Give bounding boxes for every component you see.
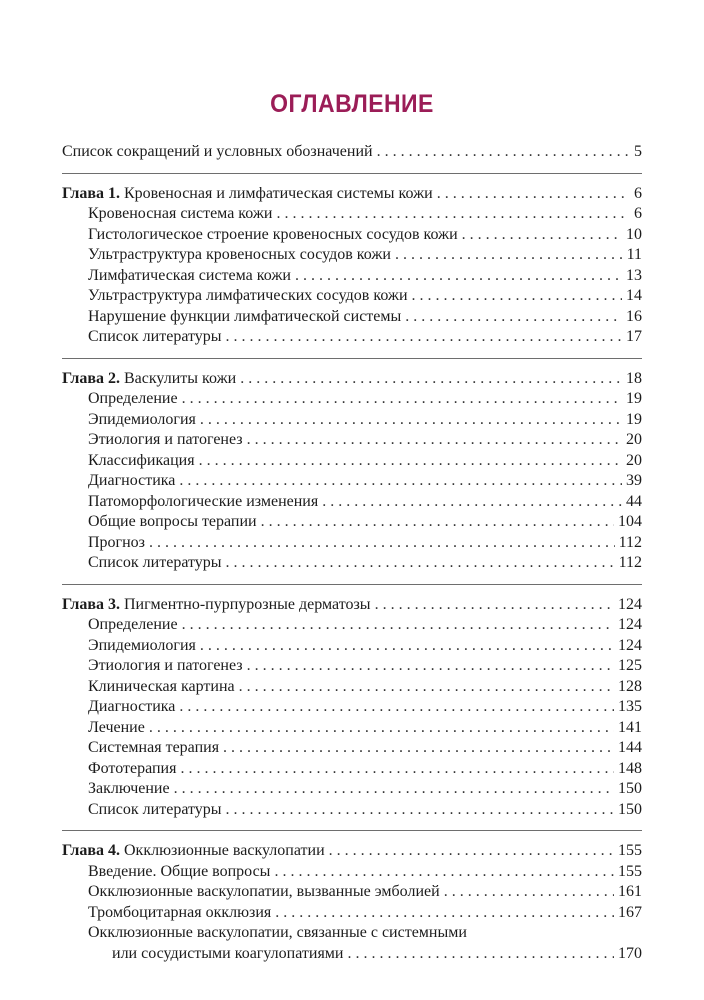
toc-entry[interactable] <box>62 327 642 348</box>
toc-entry-title: Общие вопросы терапии <box>88 513 257 530</box>
toc-entry-page: 19 <box>626 390 642 407</box>
toc-entry-title: Определение <box>88 616 178 633</box>
toc-entry[interactable] <box>62 903 642 924</box>
toc-entry-page: 20 <box>626 451 642 469</box>
toc-entry-page: 141 <box>618 718 642 736</box>
dot-leader <box>226 327 622 348</box>
toc-entry-title: Список сокращений и условных обозначений <box>62 143 373 160</box>
toc-entry-page: 167 <box>618 903 642 921</box>
toc-entry[interactable] <box>62 759 642 780</box>
toc-chapter-1 <box>62 184 642 359</box>
toc-entry[interactable] <box>62 677 642 698</box>
toc-entry[interactable] <box>62 307 642 328</box>
toc-chapter-title <box>62 369 236 390</box>
toc-entry-title: Кровеносная система кожи <box>88 205 273 222</box>
toc-entry-title: Ультраструктура кровеносных сосудов кожи <box>88 246 391 263</box>
toc-entry-page: 150 <box>618 780 642 797</box>
toc-entry-page: 125 <box>618 657 642 674</box>
toc-entry[interactable] <box>62 512 642 533</box>
toc-entry-page: 6 <box>634 205 642 222</box>
toc-entry-title: Этиология и патогенез <box>88 657 243 674</box>
toc-entry[interactable] <box>62 451 642 472</box>
dot-leader <box>444 882 614 903</box>
toc-chapter-title <box>62 841 325 862</box>
toc-entry-page: 155 <box>618 862 642 880</box>
toc-entry-title: Окклюзионные васкулопатии, вызванные эмболией <box>88 883 440 900</box>
toc-entry-title-line1: Окклюзионные васкулопатии, связанные с системными <box>88 924 467 941</box>
dot-leader <box>247 656 614 677</box>
toc-entry-title: Тромбоцитарная окклюзия <box>88 903 272 921</box>
toc-entry-page: 112 <box>618 554 642 571</box>
dot-leader <box>226 800 614 821</box>
dot-leader <box>405 307 622 328</box>
toc-entry[interactable] <box>62 389 642 410</box>
toc-entry[interactable] <box>62 718 642 739</box>
toc-entry[interactable] <box>62 697 642 718</box>
toc-entry-title: Ультраструктура лимфатических сосудов кожи <box>88 287 408 304</box>
toc-entry-title: Эпидемиология <box>88 410 196 428</box>
toc-entry[interactable] <box>62 430 642 451</box>
toc-entry[interactable] <box>62 266 642 287</box>
dot-leader <box>149 533 615 554</box>
toc-entry-title: Диагностика <box>88 472 176 489</box>
toc-chapter-4 <box>62 841 642 974</box>
toc-entry-page: 104 <box>618 513 642 530</box>
toc-entry-title: Список литературы <box>88 554 222 571</box>
dot-leader <box>226 553 615 574</box>
toc-chapter-2 <box>62 369 642 585</box>
chapter-label: Глава 2. <box>62 369 120 387</box>
dot-leader <box>174 779 614 800</box>
toc-entry-multiline-cont[interactable] <box>62 944 642 965</box>
toc-entry-title-line2: или сосудистыми коагулопатиями <box>112 944 344 962</box>
toc-entry-title: Клиническая картина <box>88 677 235 695</box>
toc-entry-title: Список литературы <box>88 800 222 818</box>
toc-entry-page: 11 <box>626 246 642 263</box>
dot-leader <box>322 492 622 513</box>
toc-entry-title: Прогноз <box>88 533 145 551</box>
toc-entry[interactable] <box>62 245 642 266</box>
toc-entry-page: 128 <box>618 677 642 695</box>
dot-leader <box>462 225 622 246</box>
dot-leader <box>239 677 614 698</box>
dot-leader <box>179 471 622 492</box>
toc-entry-page: 148 <box>618 759 642 777</box>
toc-entry-title: Диагностика <box>88 698 176 715</box>
toc-entry-page: 124 <box>618 636 642 654</box>
toc-entry[interactable] <box>62 862 642 883</box>
toc-entry-page: 170 <box>618 944 642 962</box>
page-title: ОГЛАВЛЕНИЕ <box>270 90 434 118</box>
table-of-contents <box>62 142 642 984</box>
dot-leader <box>437 184 628 205</box>
toc-entry[interactable] <box>62 492 642 513</box>
toc-chapter-heading[interactable] <box>62 369 642 390</box>
toc-entry[interactable] <box>62 471 642 492</box>
toc-entry-page: 161 <box>618 883 642 900</box>
toc-entry-multiline[interactable] <box>62 923 642 944</box>
dot-leader <box>223 738 614 759</box>
toc-entry[interactable] <box>62 779 642 800</box>
toc-entry-title: Фототерапия <box>88 759 177 777</box>
toc-entry-page: 150 <box>618 800 642 818</box>
toc-entry[interactable] <box>62 286 642 307</box>
dot-leader <box>182 389 622 410</box>
chapter-label: Глава 4. <box>62 842 120 859</box>
toc-entry-page: 144 <box>618 739 642 756</box>
toc-entry[interactable] <box>62 615 642 636</box>
toc-chapter-title <box>62 184 433 205</box>
toc-entry-page: 44 <box>626 492 642 510</box>
toc-chapter-heading[interactable] <box>62 841 642 862</box>
chapter-name: Кровеносная и лимфатическая системы кожи <box>124 184 433 202</box>
toc-entry-page: 16 <box>626 307 642 325</box>
toc-entry-page: 17 <box>626 328 642 345</box>
dot-leader <box>275 903 614 924</box>
dot-leader <box>329 841 614 862</box>
toc-entry-title: Определение <box>88 390 178 407</box>
toc-entry-page: 14 <box>626 287 642 304</box>
toc-entry-title: Гистологическое строение кровеносных сосудов кожи <box>88 225 458 243</box>
toc-entry[interactable] <box>62 636 642 657</box>
toc-entry-title: Нарушение функции лимфатической системы <box>88 307 402 325</box>
dot-leader <box>261 512 614 533</box>
dot-leader <box>247 430 622 451</box>
toc-entry-page: 124 <box>618 616 642 633</box>
chapter-label: Глава 1. <box>62 184 120 202</box>
toc-entry-page: 155 <box>618 842 642 859</box>
toc-entry-title: Введение. Общие вопросы <box>88 862 271 880</box>
toc-entry-title: Лимфатическая система кожи <box>88 266 291 284</box>
toc-entry-title: Патоморфологические изменения <box>88 492 319 510</box>
dot-leader <box>200 410 622 431</box>
toc-entry-title: Лечение <box>88 718 145 736</box>
toc-entry[interactable] <box>62 800 642 821</box>
toc-entry-page: 20 <box>626 431 642 448</box>
dot-leader <box>274 862 614 883</box>
toc-entry-page: 6 <box>634 184 642 202</box>
toc-entry-page: 18 <box>626 369 642 387</box>
toc-entry-page: 135 <box>618 698 642 715</box>
toc-entry-page: 13 <box>626 266 642 284</box>
dot-leader <box>377 142 628 163</box>
chapter-label: Глава 3. <box>62 595 120 613</box>
dot-leader <box>240 369 622 390</box>
toc-entry-title: Классификация <box>88 451 195 469</box>
chapter-name: Пигментно-пурпурозные дерматозы <box>124 595 371 613</box>
dot-leader <box>180 759 614 780</box>
toc-entry-title: Эпидемиология <box>88 636 196 654</box>
dot-leader <box>182 615 614 636</box>
toc-entry-page: 10 <box>626 225 642 243</box>
toc-entry-abbreviations[interactable] <box>62 142 642 163</box>
toc-entry-title: Системная терапия <box>88 739 220 756</box>
toc-entry-page: 39 <box>626 472 642 489</box>
toc-entry[interactable] <box>62 410 642 431</box>
dot-leader <box>200 636 614 657</box>
toc-entry-title: Список литературы <box>88 328 222 345</box>
toc-entry-title: Этиология и патогенез <box>88 431 243 448</box>
chapter-name: Васкулиты кожи <box>124 369 237 387</box>
dot-leader <box>179 697 614 718</box>
toc-chapter-3 <box>62 595 642 832</box>
toc-chapter-heading[interactable] <box>62 595 642 616</box>
toc-entry[interactable] <box>62 533 642 554</box>
chapter-name: Окклюзионные васкулопатии <box>124 842 325 859</box>
dot-leader <box>375 595 614 616</box>
dot-leader <box>199 451 622 472</box>
toc-entry[interactable] <box>62 225 642 246</box>
dot-leader <box>149 718 614 739</box>
toc-abbreviations-block <box>62 142 642 174</box>
toc-entry[interactable] <box>62 553 642 574</box>
toc-entry-page: 112 <box>618 533 642 551</box>
dot-leader <box>276 204 628 225</box>
toc-entry-page: 124 <box>618 595 642 613</box>
toc-entry-page: 5 <box>634 143 642 160</box>
toc-entry[interactable] <box>62 738 642 759</box>
toc-entry-page: 19 <box>626 410 642 428</box>
dot-leader <box>395 245 623 266</box>
toc-entry[interactable] <box>62 204 642 225</box>
dot-leader <box>412 286 622 307</box>
toc-chapter-title <box>62 595 371 616</box>
toc-entry[interactable] <box>62 882 642 903</box>
dot-leader <box>347 944 614 965</box>
toc-chapter-heading[interactable] <box>62 184 642 205</box>
toc-entry-title: Заключение <box>88 780 170 797</box>
toc-entry[interactable] <box>62 656 642 677</box>
dot-leader <box>295 266 622 287</box>
